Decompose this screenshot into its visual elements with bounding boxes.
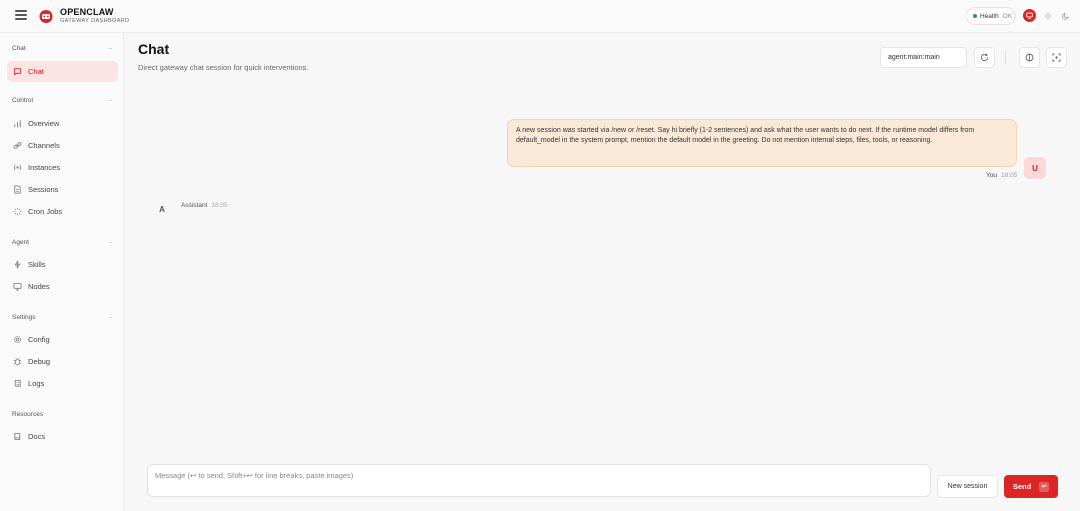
theme-switcher (1023, 9, 1072, 22)
health-status: OK (1002, 12, 1013, 20)
brand (60, 8, 130, 25)
focus-mode-button[interactable] (1046, 47, 1067, 68)
assistant-avatar: A (159, 204, 165, 214)
bar-chart-icon (13, 119, 22, 128)
message-sender: Assistant (181, 202, 208, 209)
scroll-icon (13, 379, 22, 388)
link-icon (13, 141, 22, 150)
sidebar-item-label: Config (28, 335, 50, 344)
sidebar-item-logs[interactable] (7, 373, 118, 394)
sidebar-item-channels[interactable] (7, 135, 118, 156)
book-icon (13, 432, 22, 441)
sidebar-section-settings[interactable] (12, 314, 112, 321)
section-label: Control (12, 97, 33, 104)
message-sender: You (986, 172, 997, 179)
refresh-icon (980, 53, 989, 62)
sidebar-item-overview[interactable] (7, 113, 118, 134)
enter-key-icon: ↩ (1039, 482, 1049, 492)
zap-icon (13, 260, 22, 269)
sidebar-item-nodes[interactable] (7, 276, 118, 297)
section-label: Agent (12, 239, 29, 246)
brand-title: OPENCLAW (60, 7, 114, 17)
menu-icon[interactable] (15, 10, 27, 22)
user-message-bubble: A new session was started via /new or /reset. Say hi briefly (1-2 sentences) and ask what the user wants to do next. If the runtime model differs from default_model in the system prompt, mention the default model in the greeting. Do not mention internal steps, files, tools, or reasoning. (507, 119, 1017, 167)
loader-icon (13, 207, 22, 216)
sidebar-item-label: Instances (28, 163, 61, 172)
sidebar-item-label: Logs (28, 379, 45, 388)
sidebar-item-sessions[interactable] (7, 179, 118, 200)
sidebar (0, 33, 124, 511)
sidebar-section-chat[interactable] (12, 45, 112, 52)
bug-icon (13, 357, 22, 366)
health-dot-icon (973, 14, 977, 18)
file-icon (13, 185, 22, 194)
health-status-badge (966, 7, 1016, 25)
chevron-up-icon: – (108, 97, 112, 104)
focus-icon (1052, 53, 1061, 62)
sidebar-item-docs[interactable] (7, 426, 118, 447)
message-icon (13, 67, 22, 76)
sidebar-section-resources (12, 411, 112, 418)
send-label: Send (1012, 482, 1032, 491)
toolbar-divider (1005, 51, 1006, 64)
sidebar-item-skills[interactable] (7, 254, 118, 275)
sidebar-item-label: Overview (28, 119, 60, 128)
page-title: Chat (138, 41, 170, 57)
health-label: Health (980, 12, 999, 20)
brand-subtitle: GATEWAY DASHBOARD (60, 18, 130, 24)
chevron-up-icon: – (108, 314, 112, 321)
top-bar (0, 0, 1080, 33)
section-label: Resources (12, 411, 44, 418)
message-input[interactable] (147, 464, 931, 497)
section-label: Chat (12, 45, 26, 52)
section-label: Settings (12, 314, 36, 321)
gear-icon (13, 335, 22, 344)
chevron-up-icon: – (108, 45, 112, 52)
new-session-button[interactable]: New session (937, 475, 998, 498)
monitor-icon (13, 282, 22, 291)
moon-icon[interactable] (1059, 9, 1072, 22)
message-time: 18:05 (211, 202, 228, 209)
sidebar-item-config[interactable] (7, 329, 118, 350)
session-key-select[interactable]: agent:main:main (880, 47, 967, 68)
sidebar-item-instances[interactable] (7, 157, 118, 178)
assistant-message-meta (181, 202, 228, 209)
thinking-toggle-button[interactable] (1019, 47, 1040, 68)
user-avatar: U (1024, 157, 1046, 179)
brain-icon (1025, 53, 1034, 62)
monitor-theme-icon[interactable] (1023, 9, 1036, 22)
sidebar-item-label: Sessions (28, 185, 59, 194)
message-input-placeholder: Message (↩ to send, Shift+↩ for line breaks, paste images) (155, 471, 354, 480)
sidebar-item-cron-jobs[interactable] (7, 201, 118, 222)
sun-icon[interactable] (1041, 9, 1054, 22)
sidebar-item-label: Cron Jobs (28, 207, 63, 216)
sidebar-item-chat[interactable] (7, 61, 118, 82)
sidebar-item-label: Channels (28, 141, 60, 150)
message-time: 18:05 (1000, 172, 1018, 179)
sidebar-item-label: Nodes (28, 282, 50, 291)
user-message-meta (986, 172, 1017, 179)
openclaw-logo-icon (38, 8, 54, 24)
sidebar-item-label: Skills (28, 260, 46, 269)
sidebar-item-label: Chat (28, 67, 44, 76)
sidebar-item-label: Docs (28, 432, 46, 441)
sidebar-section-agent[interactable] (12, 239, 112, 246)
radio-icon (13, 163, 22, 172)
page-subtitle: Direct gateway chat session for quick interventions. (138, 63, 309, 72)
sidebar-item-debug[interactable] (7, 351, 118, 372)
sidebar-section-control[interactable] (12, 97, 112, 104)
refresh-button[interactable] (974, 47, 995, 68)
chevron-up-icon: – (108, 239, 112, 246)
sidebar-item-label: Debug (28, 357, 51, 366)
send-button[interactable] (1004, 475, 1058, 498)
